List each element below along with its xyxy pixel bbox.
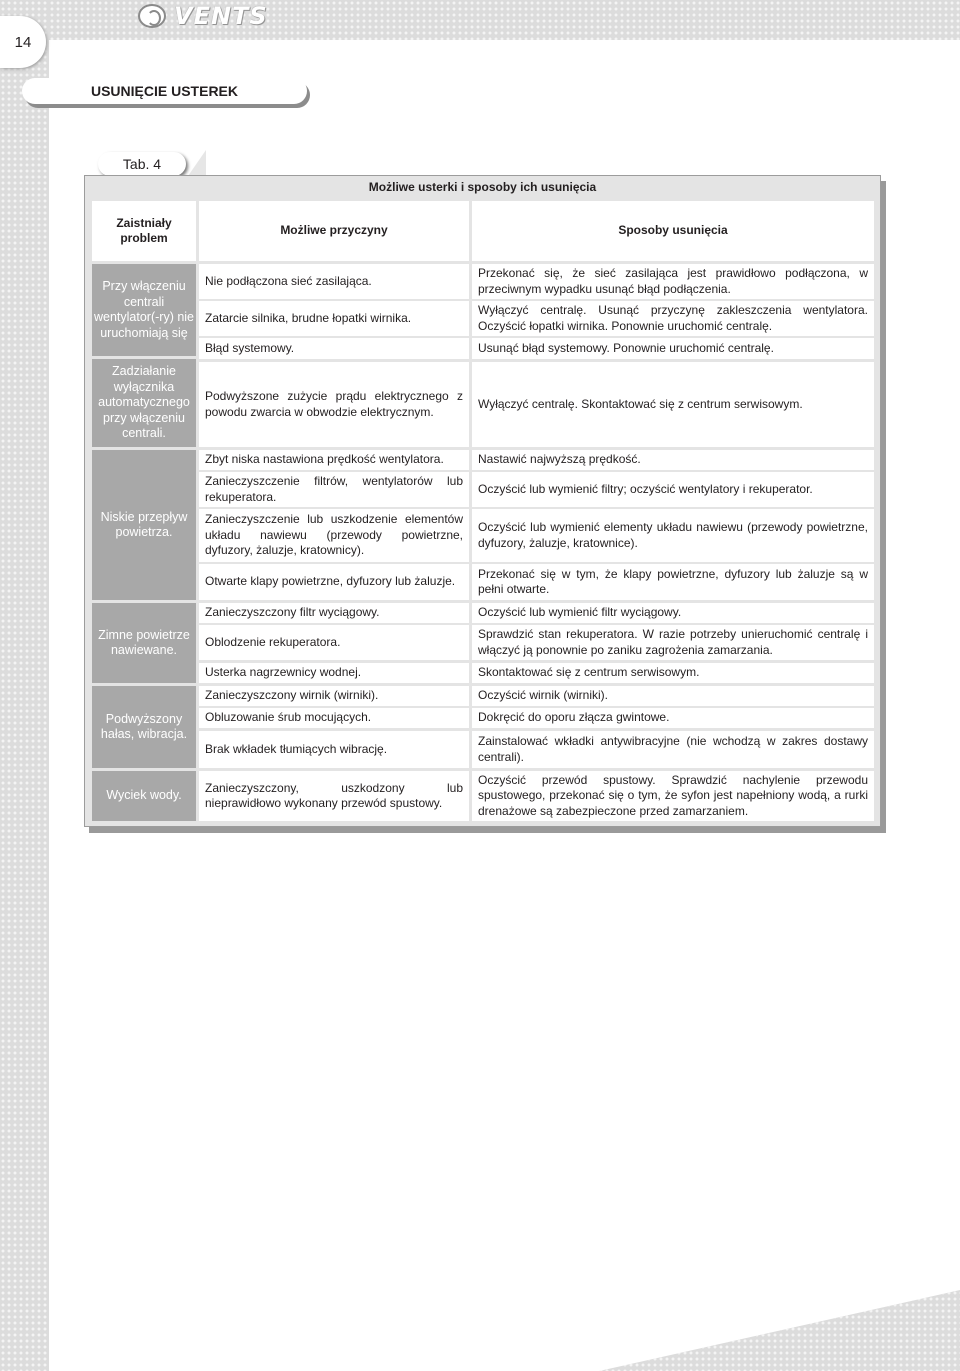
cause-row: Zanieczyszczony, uszkodzony lub nieprawidłowo wykonany przewód spustowy. (199, 771, 469, 821)
remedy-row: Skontaktować się z centrum serwisowym. (472, 663, 874, 683)
cause-row: Zanieczyszczenie lub uszkodzenie elementów układu nawiewu (przewody powietrzne, dyfuzory, żaluzje, kratownicy). (199, 509, 469, 562)
problem-fan-not-start: Przy włączeniu centrali wentylator(-ry) nie uruchomiają się (92, 264, 196, 356)
remedy-row: Przekonać się, że sieć zasilająca jest prawidłowo podłączona, w przeciwnym wypadku usunąć błąd podłączenia. (472, 264, 874, 299)
left-dot-pattern (0, 0, 49, 1371)
remedy-row: Nastawić najwyższą prędkość. (472, 450, 874, 470)
remedy-row: Oczyścić lub wymienić elementy układu nawiewu (przewody powietrzne, dyfuzory, żaluzje, kratownice). (472, 509, 874, 562)
fan-icon (138, 4, 166, 28)
remedy-row: Usunąć błąd systemowy. Ponownie uruchomić centralę. (472, 338, 874, 359)
header-remedy: Sposoby usunięcia (472, 201, 874, 261)
remedy-row: Sprawdzić stan rekuperatora. W razie potrzeby unieruchomić centralę i włączyć ją ponownie po zaniku zagrożenia zamarzania. (472, 625, 874, 660)
page-number: 14 (0, 16, 46, 68)
corner-dot-pattern (520, 1290, 960, 1371)
remedy-row: Zainstalować wkładki antywibracyjne (nie wchodzą w zakres dostawy centrali). (472, 731, 874, 768)
cause-row: Nie podłączona sieć zasilająca. (199, 264, 469, 299)
cause-row: Zbyt niska nastawiona prędkość wentylatora. (199, 450, 469, 470)
remedy-row: Oczyścić wirnik (wirniki). (472, 686, 874, 706)
problem-noise-vibration: Podwyższony hałas, wibracja. (92, 686, 196, 768)
remedy-row: Dokręcić do oporu złącza gwintowe. (472, 708, 874, 728)
vents-logo (138, 3, 268, 29)
remedy-row: Wyłączyć centralę. Usunąć przyczynę zakleszczenia wentylatora. Oczyścić łopatki wirnika. Ponownie uruchomić centralę. (472, 301, 874, 336)
table-tag: Tab. 4 (98, 152, 186, 176)
remedy-row: Oczyścić lub wymienić filtry; oczyścić wentylatory i rekuperator. (472, 472, 874, 507)
cause-row: Obluzowanie śrub mocujących. (199, 708, 469, 728)
tab-tag-wing (188, 150, 206, 176)
cause-row: Zanieczyszczony filtr wyciągowy. (199, 603, 469, 623)
cause-row: Brak wkładek tłumiących wibrację. (199, 731, 469, 768)
remedy-row: Oczyścić lub wymienić filtr wyciągowy. (472, 603, 874, 623)
cause-row: Zanieczyszczony wirnik (wirniki). (199, 686, 469, 706)
header-problem: Zaistniały problem (92, 201, 196, 261)
logo-text: VENTS (174, 2, 268, 30)
cause-row: Zatarcie silnika, brudne łopatki wirnika. (199, 301, 469, 336)
cause-row: Otwarte klapy powietrzne, dyfuzory lub żaluzje. (199, 564, 469, 600)
remedy-row: Przekonać się w tym, że klapy powietrzne, dyfuzory lub żaluzje są w pełni otwarte. (472, 564, 874, 600)
problem-low-airflow: Niskie przepływ powietrza. (92, 450, 196, 600)
problem-cold-air: Zimne powietrze nawiewane. (92, 603, 196, 683)
cause-row: Podwyższone zużycie prądu elektrycznego z powodu zwarcia w obwodzie elektrycznym. (199, 362, 469, 447)
problem-water-leak: Wyciek wody. (92, 771, 196, 821)
cause-row: Zanieczyszczenie filtrów, wentylatorów lub rekuperatora. (199, 472, 469, 507)
table-title: Możliwe usterki i sposoby ich usunięcia (368, 180, 597, 194)
remedy-row: Oczyścić przewód spustowy. Sprawdzić nachylenie przewodu spustowego, przekonać się o tym, że syfon jest napełniony wodą, a rurki drenażowe są zabezpieczone przed zamarzaniem. (472, 771, 874, 821)
troubleshooting-table (84, 175, 881, 827)
cause-row: Błąd systemowy. (199, 338, 469, 359)
cause-row: Usterka nagrzewnicy wodnej. (199, 663, 469, 683)
remedy-row: Wyłączyć centralę. Skontaktować się z centrum serwisowym. (472, 362, 874, 447)
section-title: USUNIĘCIE USTEREK (22, 78, 307, 104)
problem-breaker-trip: Zadziałanie wyłącznika automatycznego przy włączeniu centrali. (92, 359, 196, 447)
cause-row: Oblodzenie rekuperatora. (199, 625, 469, 660)
header-cause: Możliwe przyczyny (199, 201, 469, 261)
